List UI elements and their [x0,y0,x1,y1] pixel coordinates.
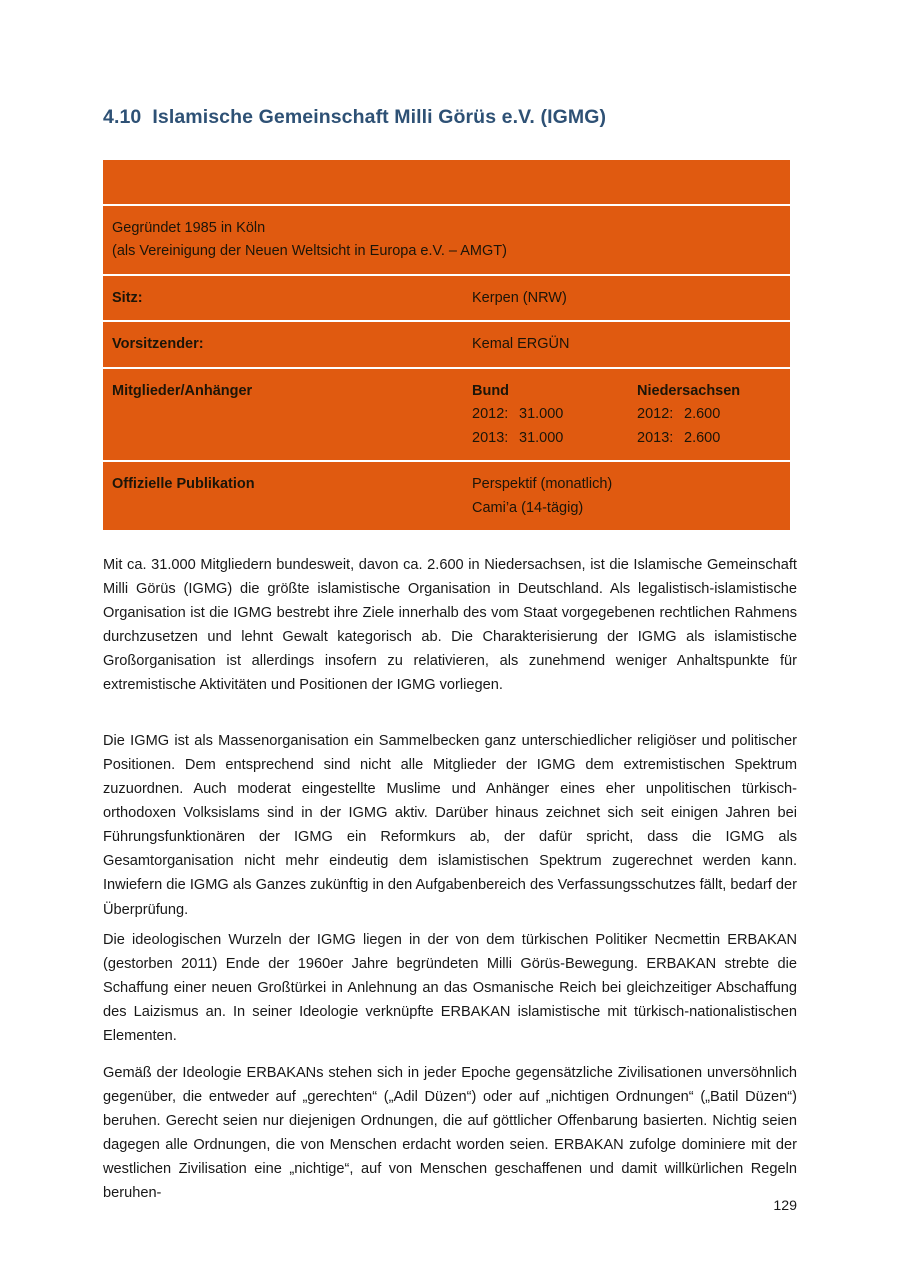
table-row-members [103,368,790,461]
seat-value-cell [472,275,790,321]
page-title [103,106,803,129]
paragraph-4: Gemäß der Ideologie ERBAKANs stehen sich in jeder Epoche gegensätzliche Zivilisationen unversöhnlich gegenüber, die entweder auf „gerechten“ („Adil Düzen“) oder auf „nichtigen Ordnungen“ („Batil Düzen“) beruhen. Gerecht seien nur diejenigen Ordnungen, die auf göttlicher Offenbarung basierten. Nichtig seien dagegen alle Ordnungen, die von Menschen erdacht worden seien. ERBAKAN zufolge dominiere mit der westlichen Zivilisation eine „nichtige“, auf von Menschen geschaffenen und damit willkürlichen Regeln beruhen- [103,1064,797,1202]
members-label-cell [103,368,472,461]
founded-line-2: (als Vereinigung der Neuen Weltsicht in Europa e.V. – AMGT) [112,243,507,260]
seat-value: Kerpen (NRW) [472,289,567,306]
paragraph-2: Die IGMG ist als Massenorganisation ein Sammelbecken ganz unterschiedlicher religiöser und politischer Positionen. Dem entsprechend sind nicht alle Mitglieder der IGMG dem extremistischen Spektrum zuzuordnen. Auch moderat eingestellte Muslime und Anhänger eines eher unpolitischen türkisch-orthodoxen Volksislams sind in der IGMG aktiv. Darüber hinaus zeichnet sich seit einigen Jahren bei Führungsfunktionären der IGMG ein Reformkurs ab, der dafür spricht, dass die IGMG als Gesamtorganisation nicht mehr eindeutig dem islamistischen Spektrum zugerechnet werden kann. Inwiefern die IGMG als Ganzes zukünftig in den Aufgabenbereich des Verfassungsschutzes fällt, bedarf der Überprüfung. [103,732,797,918]
members-bund-2013-value: 31.000 [519,429,564,446]
members-bund-2013: 2013: 31.000 [472,429,564,446]
members-bund-2012: 2012: 31.000 [472,406,564,423]
members-bund-header: Bund [472,382,510,399]
members-niedersachsen-2012: 2012: 2.600 [637,406,721,423]
table-row-chairman [103,321,790,367]
chairman-label: Vorsitzender: [112,336,204,353]
seat-label: Sitz: [112,289,143,306]
founded-line-1: Gegründet 1985 in Köln [112,220,266,236]
members-ns-2013-value: 2.600 [684,429,721,446]
publication-line-1: Perspektif (monatlich) [472,476,613,493]
chairman-value: Kemal ERGÜN [472,336,570,353]
table-row-publication [103,461,790,530]
chairman-value-cell [472,321,790,367]
paragraph-3: Die ideologischen Wurzeln der IGMG liegen in der von dem türkischen Politiker Necmettin ERBAKAN (gestorben 2011) Ende der 1960er Jahre begründeten Milli Görüs-Bewegung. ERBAKAN strebte die Schaffung einer neuen Großtürkei in Anlehnung an das Osmanische Reich bei gleichzeitiger Abschaffung des Laizismus an. In seiner Ideologie verknüpfte ERBAKAN islamistische mit türkisch-nationalistischen Elementen. [103,931,797,1045]
organization-info-table [103,160,790,530]
publication-value-cell [472,461,790,530]
members-niedersachsen-2013: 2013: 2.600 [637,429,721,446]
members-niedersachsen-cell [637,368,790,461]
chairman-label-cell [103,321,472,367]
members-bund-2012-value: 31.000 [519,406,564,423]
table-row-founded [103,205,790,275]
logo-cell [103,160,790,205]
table-row-seat [103,275,790,321]
page-number: 129 [773,1198,797,1214]
publication-label: Offizielle Publikation [112,476,255,493]
section-title-text: Islamische Gemeinschaft Milli Görüs e.V. (IGMG) [152,106,607,128]
seat-label-cell [103,275,472,321]
publication-line-2: Cami’a (14-tägig) [472,499,584,516]
section-number: 4.10 [103,106,142,128]
publication-label-cell [103,461,472,530]
members-niedersachsen-header: Niedersachsen [637,382,741,399]
members-bund-cell [472,368,637,461]
members-label: Mitglieder/Anhänger [112,382,253,399]
members-ns-2012-value: 2.600 [684,406,721,423]
table-row-logo [103,160,790,205]
paragraph-1: Mit ca. 31.000 Mitgliedern bundesweit, davon ca. 2.600 in Niedersachsen, ist die Islamische Gemeinschaft Milli Görüs (IGMG) die größte islamistische Organisation in Deutschland. Als legalistisch-islamistische Organisation ist die IGMG bestrebt ihre Ziele innerhalb des vom Staat vorgegebenen rechtlichen Rahmens durchzusetzen und lehnt Gewalt kategorisch ab. Die Charakterisierung der IGMG als islamistische Großorganisation ist allerdings insofern zu relativieren, als zunehmend weniger Anhaltspunkte für extremistische Aktivitäten und Positionen der IGMG vorliegen. [103,556,797,694]
founded-cell [103,205,790,275]
